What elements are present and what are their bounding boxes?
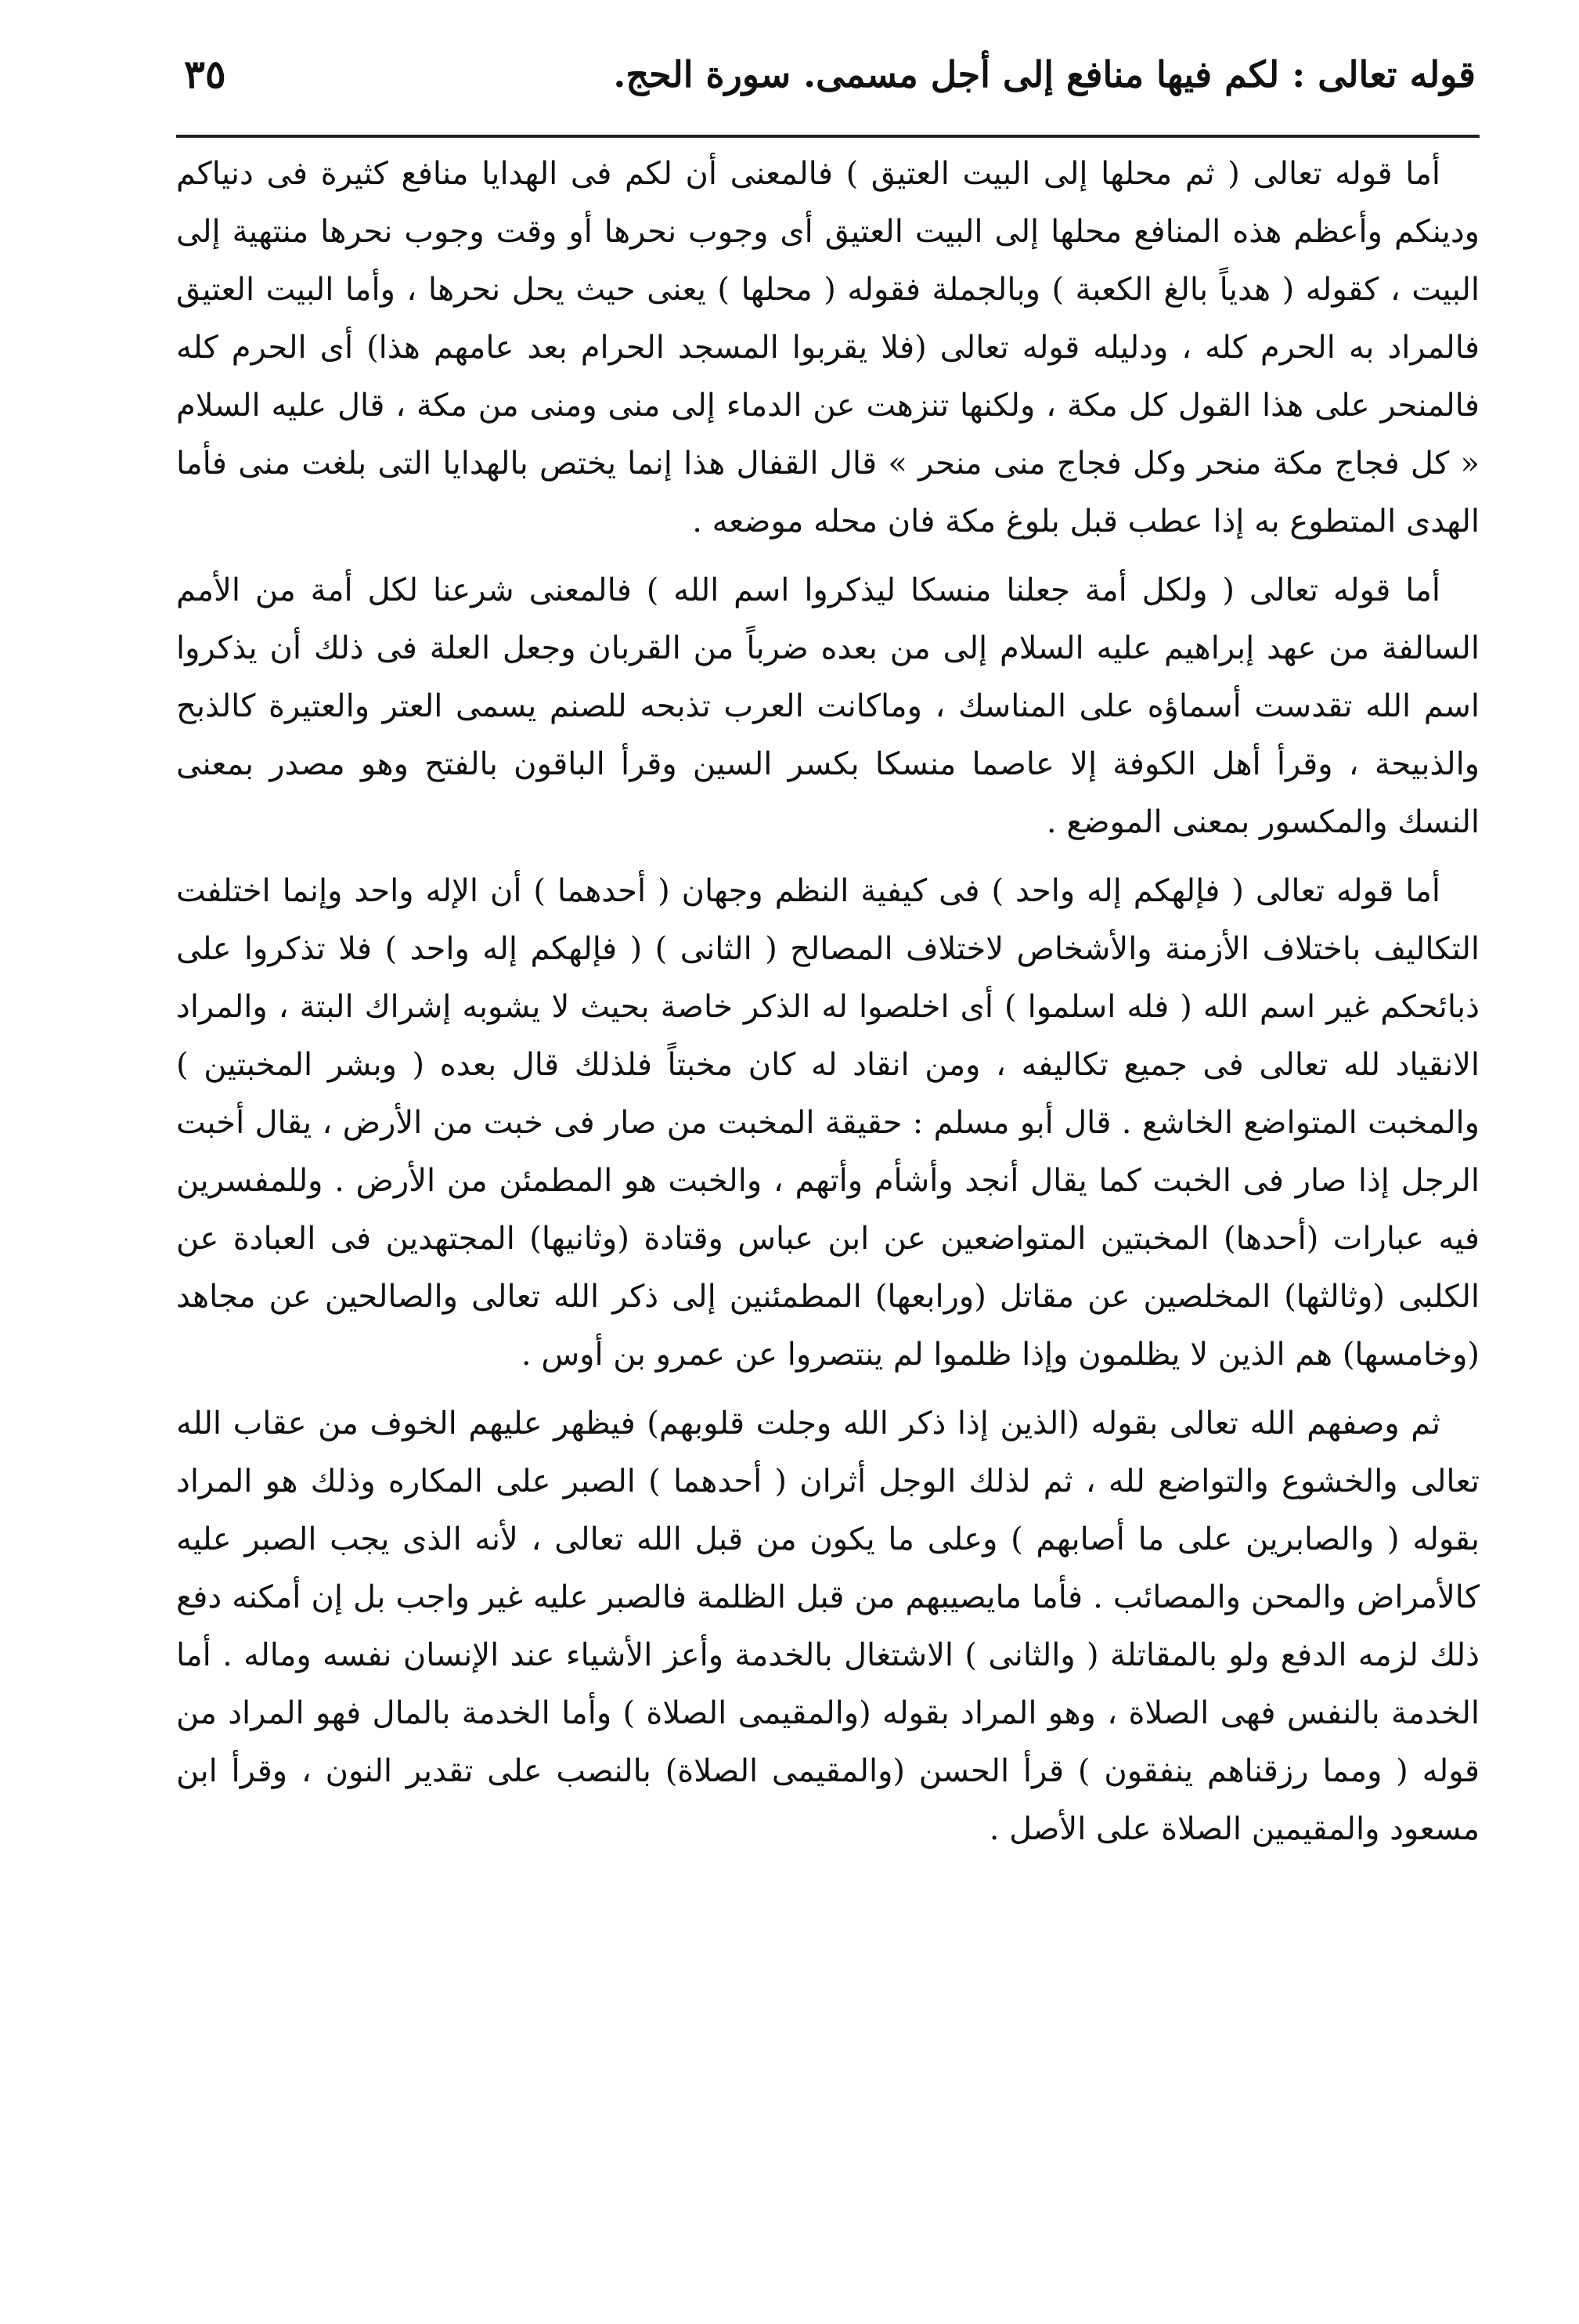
paragraph-4: ثم وصفهم الله تعالى بقوله (الذين إذا ذكر الله وجلت قلوبهم) فيظهر عليهم الخوف من عقاب الله تعالى والخشوع والتواضع لله ، ثم لذلك الوجل أثران ( أحدهما ) الصبر على المكاره وذلك هو المراد بقوله ( والصابرين على ما أصابهم ) وعلى ما يكون من قبل الله تعالى ، لأنه الذى يجب الصبر عليه كالأمراض والمحن والمصائب . فأما مايصيبهم من قبل الظلمة فالصبر عليه غير واجب بل إن أمكنه دفع ذلك لزمه الدفع ولو بالمقاتلة ( والثانى ) الاشتغال بالخدمة وأعز الأشياء عند الإنسان نفسه وماله . أما الخدمة بالنفس فهى الصلاة ، وهو المراد بقوله (والمقيمى الصلاة ) وأما الخدمة بالمال فهو المراد من قوله ( ومما رزقناهم ينفقون ) قرأ الحسن (والمقيمى الصلاة) بالنصب على تقدير النون ، وقرأ ابن مسعود والمقيمين الصلاة على الأصل . — [176, 1406, 1480, 1847]
paragraph-1: أما قوله تعالى ( ثم محلها إلى البيت العتيق ) فالمعنى أن لكم فى الهدايا منافع كثيرة فى دنياكم ودينكم وأعظم هذه المنافع محلها إلى البيت العتيق أى وجوب نحرها أو وقت وجوب نحرها منتهية إلى البيت ، كقوله ( هدياً بالغ الكعبة ) وبالجملة فقوله ( محلها ) يعنى حيث يحل نحرها ، وأما البيت العتيق فالمراد به الحرم كله ، ودليله قوله تعالى (فلا يقربوا المسجد الحرام بعد عامهم هذا) أى الحرم كله فالمنحر على هذا القول كل مكة ، ولكنها تنزهت عن الدماء إلى منى ومنى من مكة ، قال عليه السلام « كل فجاج مكة منحر وكل فجاج منى منحر » قال القفال هذا إنما يختص بالهدايا التى بلغت منى فأما الهدى المتطوع به إذا عطب قبل بلوغ مكة فان محله موضعه . — [176, 156, 1480, 540]
header-title: قوله تعالى : لكم فيها منافع إلى أجل مسمى. سورة الحج. — [613, 53, 1476, 96]
body-text — [176, 145, 1480, 2290]
running-header — [184, 43, 1476, 121]
header-divider — [176, 135, 1480, 138]
page-number: ٣٥ — [184, 51, 226, 97]
paragraph-2: أما قوله تعالى ( ولكل أمة جعلنا منسكا ليذكروا اسم الله ) فالمعنى شرعنا لكل أمة من الأمم السالفة من عهد إبراهيم عليه السلام إلى من بعده ضرباً من القربان وجعل العلة فى ذلك أن يذكروا اسم الله تقدست أسماؤه على المناسك ، وماكانت العرب تذبحه للصنم يسمى العتر والعتيرة كالذبح والذبيحة ، وقرأ أهل الكوفة إلا عاصما منسكا بكسر السين وقرأ الباقون بالفتح وهو مصدر بمعنى النسك والمكسور بمعنى الموضع . — [176, 572, 1480, 840]
paragraph-3: أما قوله تعالى ( فإلهكم إله واحد ) فى كيفية النظم وجهان ( أحدهما ) أن الإله واحد وإنما اختلفت التكاليف باختلاف الأزمنة والأشخاص لاختلاف المصالح ( الثانى ) ( فإلهكم إله واحد ) فلا تذكروا على ذبائحكم غير اسم الله ( فله اسلموا ) أى اخلصوا له الذكر خاصة بحيث لا يشوبه إشراك البتة ، والمراد الانقياد لله تعالى فى جميع تكاليفه ، ومن انقاد له كان مخبتاً فلذلك قال بعده ( وبشر المخبتين ) والمخبت المتواضع الخاشع . قال أبو مسلم : حقيقة المخبت من صار فى خبت من الأرض ، يقال أخبت الرجل إذا صار فى الخبت كما يقال أنجد وأشأم وأتهم ، والخبت هو المطمئن من الأرض . وللمفسرين فيه عبارات (أحدها) المخبتين المتواضعين عن ابن عباس وقتادة (وثانيها) المجتهدين فى العبادة عن الكلبى (وثالثها) المخلصين عن مقاتل (ورابعها) المطمئنين إلى ذكر الله تعالى والصالحين عن مجاهد (وخامسها) هم الذين لا يظلمون وإذا ظلموا لم ينتصروا عن عمرو بن أوس . — [176, 873, 1480, 1373]
